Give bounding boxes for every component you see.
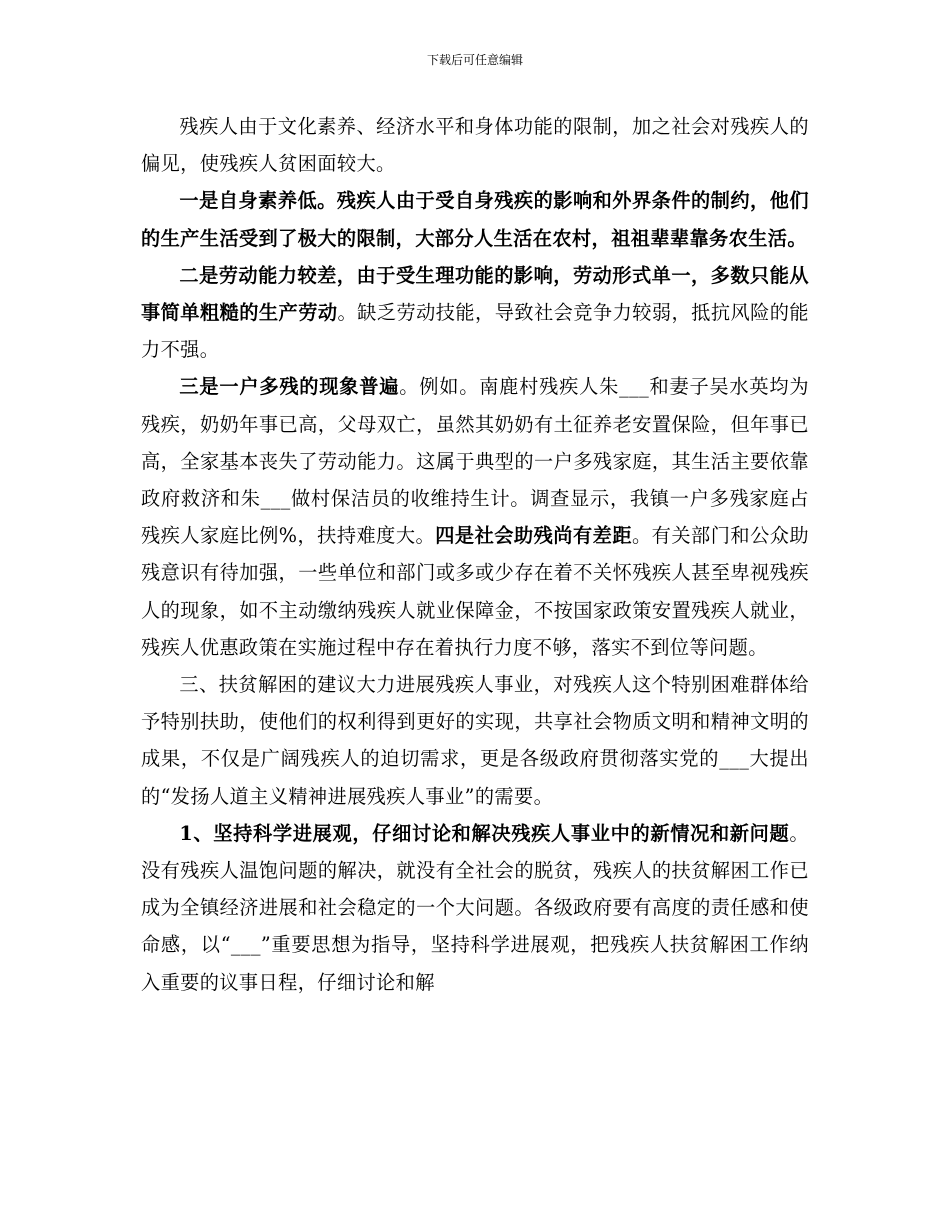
paragraph-bold-text: 二是劳动能力较差，由于受生理功能的影响，劳动形式单一，多数只能从事简单粗糙的生产劳动 [141, 263, 809, 325]
paragraph-text: 残疾人由于文化素养、经济水平和身体功能的限制，加之社会对残疾人的偏见，使残疾人贫困面较大。 [141, 115, 809, 176]
paragraph-text: 。有关部门和公众助残意识有待加强，一些单位和部门或多或少存在着不关怀残疾人甚至卑视残疾人的现象，如不主动缴纳残疾人就业保障金，不按国家政策安置残疾人就业，残疾人优惠政策在实施过程中存在着执行力度不够，落实不到位等问题。 [141, 524, 810, 659]
paragraph-suggestion-one [141, 815, 809, 1001]
paragraph-intro [141, 108, 809, 182]
paragraph-text: 三、扶贫解困的建议大力进展残疾人事业，对残疾人这个特别困难群体给予特别扶助，使他们的权利得到更好的实现，共享社会物质文明和精神文明的成果，不仅是广阔残疾人的迫切需求，更是各级政府贯彻落实党的___大提出的“发扬人道主义精神进展残疾人事业”的需要。 [141, 673, 809, 808]
paragraph-point-one [141, 182, 809, 256]
paragraph-point-three-four [141, 368, 809, 666]
paragraph-bold-text: 一是自身素养低。残疾人由于受自身残疾的影响和外界条件的制约，他们的生产生活受到了极大的限制，大部分人生活在农村，祖祖辈辈靠务农生活。 [141, 189, 809, 250]
paragraph-text: 。缺乏劳动技能，导致社会竞争力较弱，抵抗风险的能力不强。 [141, 301, 810, 362]
paragraph-text: 。例如。南鹿村残疾人朱___和妻子吴水英均为残疾，奶奶年事已高，父母双亡，虽然其奶奶有土征养老安置保险，但年事已高，全家基本丧失了劳动能力。这属于典型的一户多残家庭，其生活主要依靠政府救济和朱___做村保洁员的收维持生计。调查显示，我镇一户多残家庭占残疾人家庭比例%，扶持难度大。 [141, 375, 809, 548]
paragraph-section-three [141, 666, 809, 815]
paragraph-text: 。没有残疾人温饱问题的解决，就没有全社会的脱贫，残疾人的扶贫解困工作已成为全镇经济进展和社会稳定的一个大问题。各级政府要有高度的责任感和使命感，以“___”重要思想为指导，坚持科学进展观，把残疾人扶贫解困工作纳入重要的议事日程，仔细讨论和解 [141, 821, 809, 994]
page-header: 下载后可任意编辑 [426, 53, 523, 67]
paragraph-bold-text: 四是社会助残尚有差距 [435, 524, 632, 548]
paragraph-bold-text: 1、坚持科学进展观，仔细讨论和解决残疾人事业中的新情况和新问题 [179, 821, 790, 845]
paragraph-point-two [141, 257, 809, 369]
document-body [141, 108, 809, 1001]
paragraph-bold-text: 三是一户多残的现象普遍 [179, 375, 400, 399]
